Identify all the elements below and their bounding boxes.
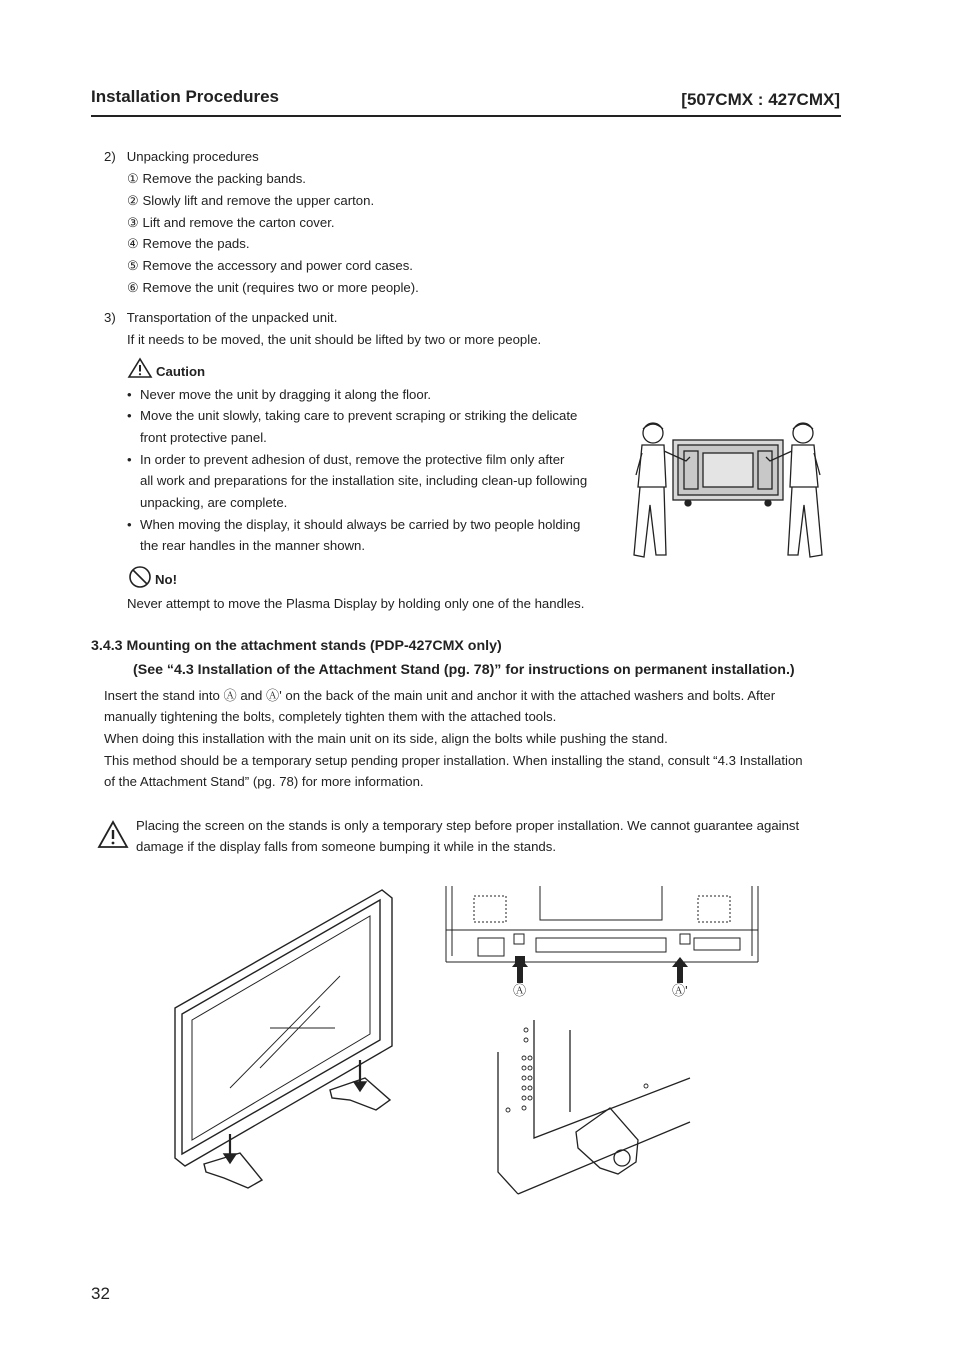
warning-icon: [97, 820, 129, 850]
caution-bullet-cont: front protective panel.: [140, 430, 267, 445]
mount-point-arrows: [510, 955, 690, 985]
page-number: 32: [91, 1284, 110, 1303]
caution-bullet-cont: all work and preparations for the installation site, including clean-up following: [140, 473, 588, 488]
header-rule: [91, 115, 841, 117]
mounting-line: This method should be a temporary setup pending proper installation. When installing the stand, consult “4.3 Installation: [104, 753, 803, 768]
mounting-line: Insert the stand into Ⓐ and Ⓐ' on the back of the main unit and anchor it with the attached washers and bolts. After: [104, 688, 776, 703]
mounting-line: of the Attachment Stand” (pg. 78) for more information.: [104, 774, 424, 789]
two-people-carrying-illustration: [628, 415, 828, 563]
no-text: Never attempt to move the Plasma Display by holding only one of the handles.: [127, 596, 585, 611]
transport-text: If it needs to be moved, the unit should be lifted by two or more people.: [127, 332, 542, 347]
caution-bullet: • In order to prevent adhesion of dust, remove the protective film only after: [140, 449, 564, 471]
mounting-subheading: (See “4.3 Installation of the Attachment Stand (pg. 78)” for instructions on permanent installation.): [133, 662, 795, 678]
unpacking-step: ④ Remove the pads.: [127, 236, 250, 251]
warning-line: damage if the display falls from someone bumping it while in the stands.: [136, 839, 557, 854]
unpacking-step: ⑤ Remove the accessory and power cord cases.: [127, 258, 413, 273]
unpacking-step: ③ Lift and remove the carton cover.: [127, 215, 335, 230]
mounting-heading: 3.4.3 Mounting on the attachment stands (PDP-427CMX only): [91, 638, 502, 654]
display-on-stands-illustration: [170, 888, 400, 1193]
rear-view-illustration: [444, 886, 760, 966]
mount-label-a: Ⓐ: [513, 983, 527, 998]
section-title: Installation Procedures: [91, 87, 279, 106]
prohibited-icon: [127, 565, 153, 589]
unpacking-step: ① Remove the packing bands.: [127, 171, 306, 186]
no-label: No!: [155, 572, 177, 587]
mount-label-a-prime: Ⓐ': [672, 983, 688, 998]
stand-closeup-illustration: [468, 1012, 698, 1198]
mounting-line: manually tightening the bolts, completely tighten them with the attached tools.: [104, 709, 557, 724]
caution-bullet: • Move the unit slowly, taking care to prevent scraping or striking the delicate: [140, 405, 577, 427]
caution-icon: [127, 357, 153, 379]
caution-label: Caution: [156, 364, 206, 379]
model-tag: [507CMX : 427CMX]: [681, 90, 840, 109]
transport-heading: 3) Transportation of the unpacked unit.: [104, 310, 338, 325]
mounting-line: When doing this installation with the main unit on its side, align the bolts while pushing the stand.: [104, 731, 668, 746]
caution-bullet: • When moving the display, it should always be carried by two people holding: [140, 514, 580, 536]
unpacking-heading: 2) Unpacking procedures: [104, 149, 259, 164]
unpacking-step: ② Slowly lift and remove the upper carton.: [127, 193, 375, 208]
unpacking-step: ⑥ Remove the unit (requires two or more people).: [127, 280, 419, 295]
caution-bullet-cont: unpacking, are complete.: [140, 495, 288, 510]
warning-line: Placing the screen on the stands is only a temporary step before proper installation. We cannot guarantee against: [136, 818, 800, 833]
caution-bullet-cont: the rear handles in the manner shown.: [140, 538, 366, 553]
caution-bullet: • Never move the unit by dragging it along the floor.: [140, 384, 431, 406]
